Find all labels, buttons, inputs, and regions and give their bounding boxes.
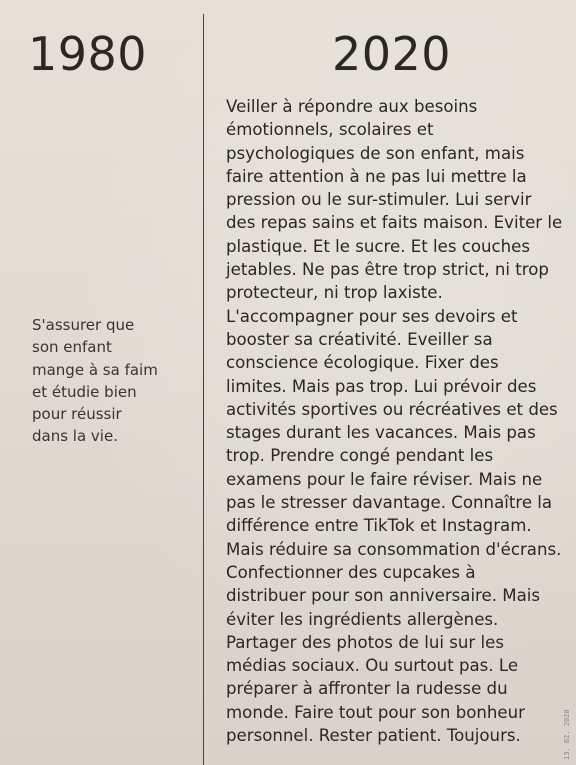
- year-2020-heading: 2020: [332, 27, 452, 81]
- right-line: protecteur, ni trop laxiste.: [226, 283, 443, 303]
- right-line: émotionnels, scolaires et: [226, 120, 434, 140]
- right-line: des repas sains et faits maison. Eviter le: [226, 213, 563, 233]
- right-line: pression ou le sur-stimuler. Lui servir: [226, 190, 532, 210]
- right-line: différence entre TikTok et Instagram.: [226, 516, 532, 536]
- right-line: L'accompagner pour ses devoirs et: [226, 306, 518, 326]
- left-line: dans la vie.: [32, 427, 118, 446]
- right-line: distribuer pour son anniversaire. Mais: [226, 586, 541, 606]
- right-line: limites. Mais pas trop. Lui prévoir des: [226, 376, 537, 396]
- right-line: plastique. Et le sucre. Et les couches: [226, 236, 531, 256]
- column-divider: [203, 14, 204, 765]
- left-line: mange à sa faim: [32, 360, 158, 379]
- right-line: stages durant les vacances. Mais pas: [226, 423, 536, 443]
- right-line: Mais réduire sa consommation d'écrans.: [226, 539, 562, 559]
- right-line: jetables. Ne pas être trop strict, ni trop: [226, 260, 549, 280]
- right-line: pas le stresser davantage. Connaître la: [226, 493, 553, 513]
- right-line: conscience écologique. Fixer des: [226, 353, 499, 373]
- right-line: préparer à affronter la rudesse du: [226, 679, 508, 699]
- right-line: trop. Prendre congé pendant les: [226, 446, 494, 466]
- right-line: psychologiques de son enfant, mais: [226, 143, 525, 163]
- right-line: personnel. Rester patient. Toujours.: [226, 726, 521, 746]
- right-line: éviter les ingrédients allergènes.: [226, 609, 499, 629]
- right-line: examens pour le faire réviser. Mais ne: [226, 469, 543, 489]
- left-line: et étudie bien: [32, 382, 137, 401]
- right-line: Partager des photos de lui sur les: [226, 632, 504, 652]
- left-column-text: [32, 314, 192, 448]
- date-stamp: 13. 02. 2020: [563, 709, 571, 760]
- left-line: son enfant: [32, 338, 112, 357]
- right-line: booster sa créativité. Eveiller sa: [226, 329, 493, 349]
- right-line: Veiller à répondre aux besoins: [226, 97, 478, 116]
- left-line: pour réussir: [32, 405, 122, 424]
- right-line: médias sociaux. Ou surtout pas. Le: [226, 656, 519, 676]
- right-line: monde. Faire tout pour son bonheur: [226, 702, 525, 722]
- right-line: faire attention à ne pas lui mettre la: [226, 166, 527, 186]
- right-column-text: [226, 95, 571, 747]
- left-line: S'assurer que: [32, 316, 135, 334]
- right-line: Confectionner des cupcakes à: [226, 562, 476, 582]
- year-1980-heading: 1980: [28, 27, 148, 81]
- right-line: activités sportives ou récréatives et des: [226, 399, 558, 419]
